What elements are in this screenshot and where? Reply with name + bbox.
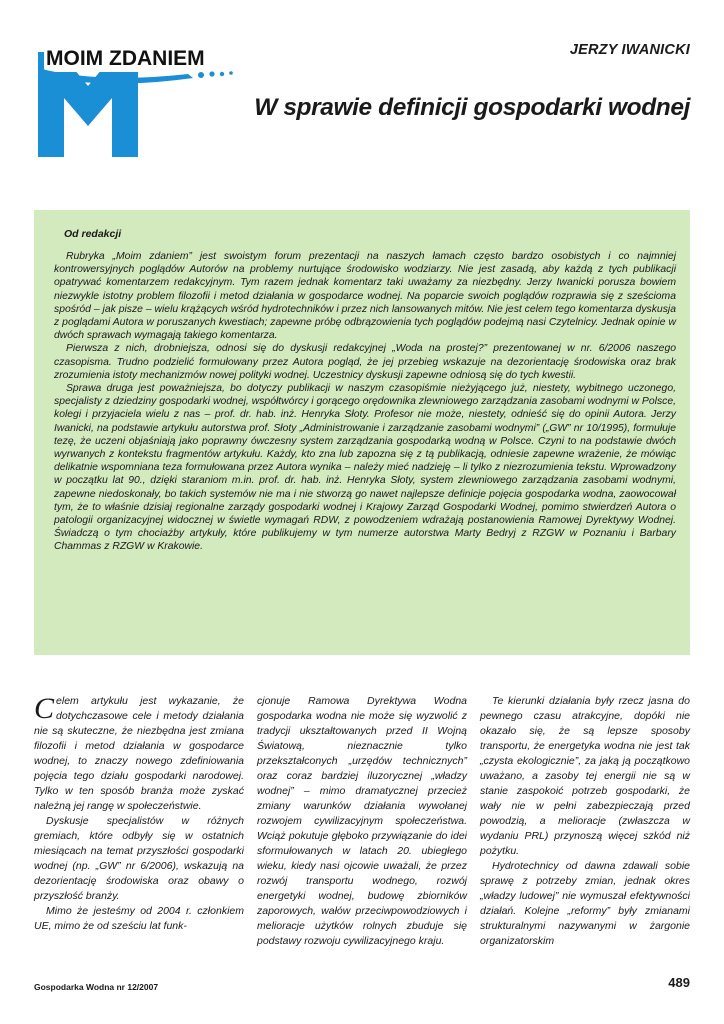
article-column-1: [34, 694, 244, 966]
article-paragraph-text: elem artykułu jest wykazanie, że dotychczasowe cele i metody działania nie są skuteczne, że niezbędna jest zmiana filozofii i metod działania w gospodarce wodnej, to znaczy nowego zdefiniowania pojęcia tego działu gospodarki narodowej. Tylko w ten sposób branża może zyskać należną jej rangę w społeczeństwie.: [34, 695, 244, 812]
moim-zdaniem-logo: [38, 40, 238, 158]
editorial-box: [34, 210, 690, 655]
article-paragraph: [34, 694, 244, 814]
logo-dot: [220, 72, 224, 76]
article-body: [34, 694, 690, 966]
editorial-paragraph: Rubryka „Moim zdaniem” jest swoistym forum prezentacji na naszych łamach często bardzo osobistych i co najmniej kontrowersyjnych poglądów Autorów na problemy nurtujące środowisko wodziarzy. Nie jest zasadą, aby każdą z tych publikacji opatrywać komentarzem redakcyjnym. Tym razem jednak komentarz taki uważamy za niezbędny. Jerzy Iwanicki porusza bowiem niezwykle istotny problem filozofii i metod działania w gospodarce wodnej. Na poparcie swoich poglądów rozprawia się z sześcioma spośród – jak pisze – wielu krążących wśród hydrotechników i przez nich lansowanych mitów. Nie jest celem tego komentarza dyskusja z poglądami Autora w poruszanych kwestiach; zapewne próbę odbrązowienia tych poglądów podejmą nasi Czytelnicy. Jednak opinie w dwóch sprawach wymagają takiego komentarza.: [54, 251, 676, 342]
article-paragraph: Dyskusje specjalistów w różnych gremiach, które odbyły się w ostatnich miesiącach na temat przyszłości gospodarki wodnej (np. „GW” nr 6/2006), wskazują na dezorientację środowiska oraz obawy o przyszłość branży.: [34, 815, 244, 902]
page-number: 489: [668, 975, 690, 990]
logo-dot: [198, 72, 204, 78]
article-paragraph: Mimo że jesteśmy od 2004 r. członkiem UE, mimo że od sześciu lat funk-: [34, 905, 244, 932]
article-column-3: [480, 694, 690, 966]
logo-graphic: [38, 40, 238, 158]
logo-text: MOIM ZDANIEM: [46, 47, 205, 70]
author-name: JERZY IWANICKI: [569, 42, 690, 58]
article-paragraph: cjonuje Ramowa Dyrektywa Wodna gospodarka wodna nie może się wyzwolić z tradycji ukształtowanych przed II Wojną Światową, nieznacznie tylko przekształconych „urzędów technicznych” oraz coraz bardziej iluzorycznej „władzy wodnej” – mimo dramatycznej przecież zmiany warunków działania wywołanej rozwojem cywilizacyjnym społeczeństwa. Wciąż pokutuje głęboko przywiązanie do idei sformułowanych w latach 20. ubiegłego wieku, kiedy nasi ojcowie uważali, że przez rozwój transportu wodnego, rozwój energetyki wodnej, budowę zbiorników zaporowych, wałów przeciwpowodziowych i melioracje użytków rolnych zbuduje się podstawy rozwoju cywilizacyjnego kraju.: [257, 695, 467, 947]
article-paragraph: Te kierunki działania były rzecz jasna do pewnego czasu atrakcyjne, dopóki nie okazało się, że są lepsze sposoby transportu, że energetyka wodna nie jest tak „czysta ekologicznie”, za jaką ją początkowo uważano, a zasoby tej energii nie są w stanie zaspokoić potrzeb gospodarki, że wały nie w pełni zabezpieczają przed powodzią, a melioracje (zwłaszcza w wydaniu PRL) przynoszą więcej szkód niż pożytku.: [480, 695, 690, 857]
drop-cap: C: [34, 692, 55, 725]
editorial-paragraph: Pierwsza z nich, drobniejsza, odnosi się do dyskusji redakcyjnej „Woda na prostej?” prezentowanej w nr. 6/2006 naszego czasopisma. Trudno podzielić formułowany przez Autora pogląd, że jej przebieg wskazuje na dezorientację środowiska oraz brak zrozumienia istoty mechanizmów nowej polityki wodnej. Uczestnicy dyskusji zapewne odniosą się do tych kwestii.: [54, 343, 676, 381]
logo-dot: [209, 71, 214, 76]
article-paragraph: Hydrotechnicy od dawna zdawali sobie sprawę z potrzeby zmian, jednak okres „władzy ludowej” nie wymuszał efektywności działań. Kolejne „reformy” były zmianami strukturalnymi nazywanymi w żargonie organizatorskim: [480, 860, 690, 947]
journal-footer: Gospodarka Wodna nr 12/2007: [34, 982, 159, 992]
article-title: W sprawie definicji gospodarki wodnej: [254, 94, 690, 121]
article-column-2: [257, 694, 467, 966]
logo-dot: [229, 71, 233, 75]
editorial-heading: Od redakcji: [64, 228, 122, 240]
editorial-paragraph: Sprawa druga jest poważniejsza, bo dotyczy publikacji w naszym czasopiśmie nieżyjącego już, niestety, wybitnego uczonego, specjalisty z dziedziny gospodarki wodnej, współtwórcy i gorącego orędownika zlewniowego zarządzania zasobami wodnymi w Polsce, kolegi i przyjaciela wielu z nas – prof. dr. hab. inż. Henryka Słoty. Profesor nie może, niestety, odnieść się do opinii Autora. Jerzy Iwanicki, na podstawie artykułu autorstwa prof. Słoty „Administrowanie i zarządzanie zasobami wodnymi” („GW” nr 10/1995), formułuje tezę, że uczeni objaśniają jako poprawny ówczesny system zarządzania gospodarką wodną w Polsce. Czyni to na podstawie dwóch wyrwanych z kontekstu fragmentów artykułu. Każdy, kto zna lub zapozna się z tą publikacją, odniesie zapewne wrażenie, że mówiąc delikatnie wspomniana teza formułowana przez Autora wynika – należy mieć nadzieję – li tylko z niezrozumienia tekstu. Wprowadzony w początku lat 90., dzięki staraniom m.in. prof. dr. hab. inż. Henryka Słoty, system zlewniowego zarządzania zasobami wodnymi, zapewne niedoskonały, bo takich systemów nie ma i nie stworzą go nawet najlepsze definicje pojęcia gospodarka wodna, zaowocował tym, że to właśnie dzisiaj regionalne zarządy gospodarki wodnej i Krajowy Zarząd Gospodarki Wodnej, pomimo stwierdzeń Autora o patologii organizacyjnej widocznej w świetle wymagań RDW, z powodzeniem wdrażają postanowienia Ramowej Dyrektywy Wodnej. Świadczą o tym chociażby artykuły, które publikujemy w tym numerze autorstwa Marty Bedryj z RZGW w Poznaniu i Barbary Chammas z RZGW w Krakowie.: [54, 383, 676, 553]
